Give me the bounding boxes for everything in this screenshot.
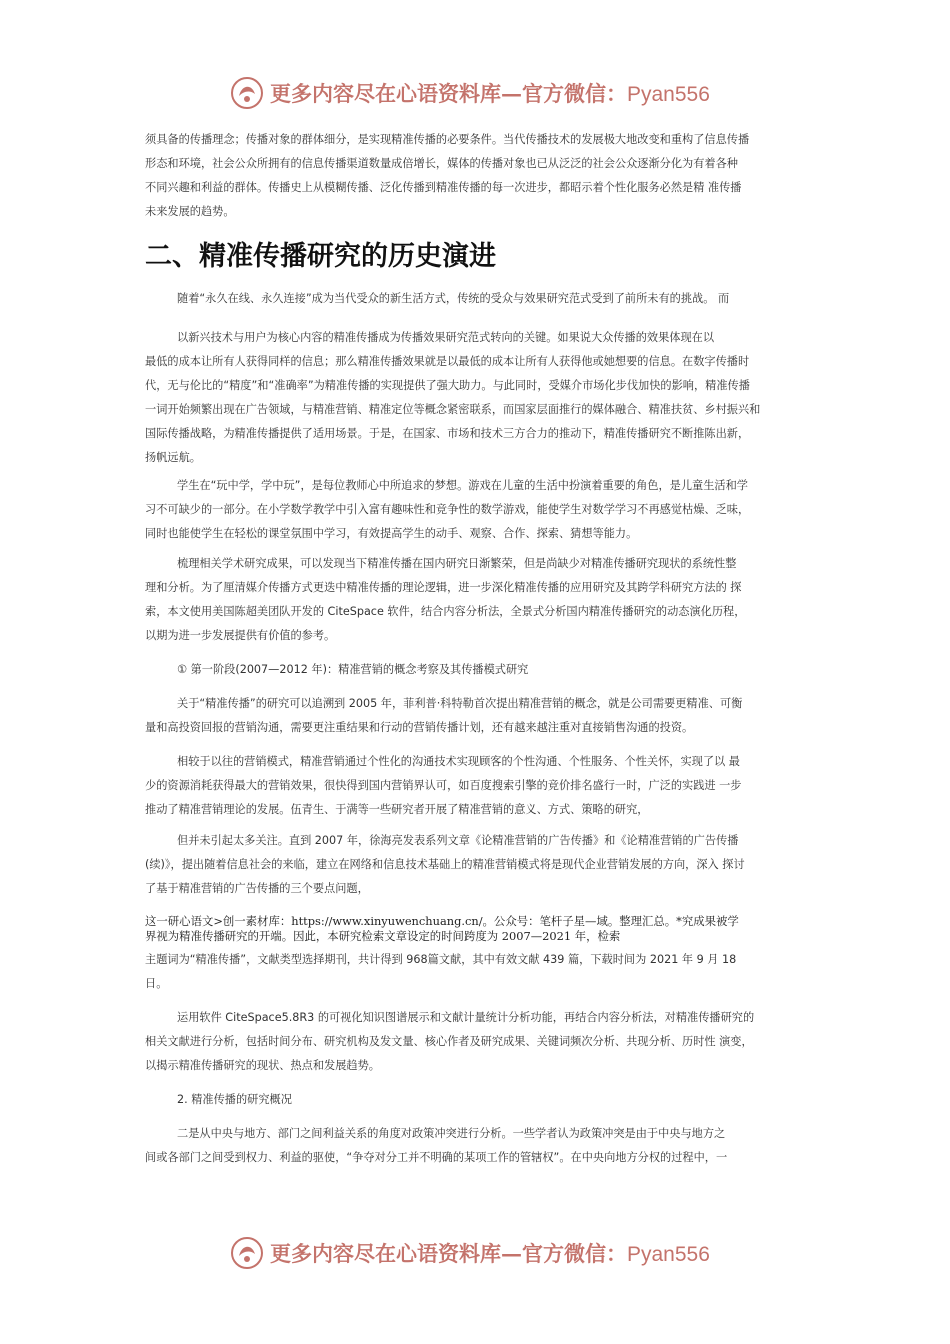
text-line: 学生在“玩中学，学中玩”，是每位教师心中所追求的梦想。游戏在儿童的生活中扮演着重要的角色，是儿童生活和学: [177, 479, 748, 492]
paragraph-8: [145, 948, 815, 996]
text-line: 量和高投资回报的营销沟通，需要更注重结果和行动的营销传播计划，还有越来越注重对直接销售沟通的投资。: [145, 721, 694, 734]
flower-logo-icon: [230, 76, 264, 110]
text-line: 索，本文使用美国陈超美团队开发的 CiteSpace 软件，结合内容分析法，全景式分析国内精准传播研究的动态演化历程，: [145, 605, 746, 618]
stage-1-heading: [145, 658, 815, 682]
text-line: 同时也能使学生在轻松的课堂氛围中学习，有效提高学生的动手、观察、合作、探索、猜想等能力。: [145, 527, 638, 540]
text-line: 2. 精准传播的研究概况: [177, 1093, 292, 1106]
banner-wechat-id: Pyan556: [627, 1243, 710, 1266]
text-line: 相关文献进行分析，包括时间分布、研究机构及发文量、核心作者及研究成果、关键词频次分析、共现分析、历时性 演变，: [145, 1035, 753, 1048]
text-line: 这一研心语文>创一素材库：https://www.xinyuwenchuang.cn/。公众号：笔杆子星—域。整理汇总。*究成果被学: [145, 914, 739, 928]
paragraph-7: [145, 829, 815, 901]
text-line: 未来发展的趋势。: [145, 205, 235, 218]
text-line: 以期为进一步发展提供有价值的参考。: [145, 629, 336, 642]
header-banner: [230, 73, 750, 113]
text-line: 运用软件 CiteSpace5.8R3 的可视化知识图谱展示和文献计量统计分析功能，再结合内容分析法，对精准传播研究的: [177, 1011, 755, 1024]
paragraph-2: [145, 326, 815, 470]
paragraph-10: [145, 1122, 815, 1170]
text-line: 以新兴技术与用户为核心内容的精准传播成为传播效果研究范式转向的关键。如果说大众传播的效果体现在以: [177, 331, 715, 344]
text-line: 理和分析。为了厘清媒介传播方式更迭中精准传播的理论逻辑，进一步深化精准传播的应用研究及其跨学科研究方法的 探: [145, 581, 742, 594]
text-line: 扬帆远航。: [145, 451, 201, 464]
paragraph-intro: [145, 128, 815, 224]
text-line: 日。: [145, 977, 168, 990]
text-line: 须具备的传播理念；传播对象的群体细分，是实现精准传播的必要条件。当代传播技术的发展极大地改变和重构了信息传播: [145, 133, 750, 146]
text-line: 相较于以往的营销模式，精准营销通过个性化的沟通技术实现顾客的个性沟通、个性服务、个性关怀，实现了以 最: [177, 755, 740, 768]
banner-wechat-id: Pyan556: [627, 83, 710, 106]
text-line: (续)》，提出随着信息社会的来临，建立在网络和信息技术基础上的精准营销模式将是现代企业营销发展的方向，深入 探讨: [145, 858, 745, 871]
text-line: 关于“精准传播”的研究可以追溯到 2005 年，菲利普·科特勒首次提出精准营销的概念，就是公司需要更精准、可衡: [177, 697, 743, 710]
paragraph-6: [145, 750, 815, 822]
text-line: 二是从中央与地方、部门之间利益关系的角度对政策冲突进行分析。一些学者认为政策冲突是由于中央与地方之: [177, 1127, 726, 1140]
paragraph-4: [145, 552, 815, 648]
text-line: 最低的成本让所有人获得同样的信息；那么精准传播效果就是以最低的成本让所有人获得他或她想要的信息。在数字传播时: [145, 355, 750, 368]
text-line: 随着“永久在线、永久连接”成为当代受众的新生活方式，传统的受众与效果研究范式受到了前所未有的挑战。 而: [177, 292, 730, 305]
text-line: 形态和环境，社会公众所拥有的信息传播渠道数量成倍增长，媒体的传播对象也已从泛泛的社会公众逐渐分化为有着各种: [145, 157, 738, 170]
text-line: 少的资源消耗获得最大的营销效果，很快得到国内营销界认可，如百度搜索引擎的竞价排名盛行一时，广泛的实践进 一步: [145, 779, 742, 792]
section-2-heading: [145, 1088, 815, 1112]
text-line: 代，无与伦比的“精度”和“准确率”为精准传播的实现提供了强大助力。与此同时，受媒介市场化步伐加快的影响，精准传播: [145, 379, 750, 392]
text-line: 推动了精准营销理论的发展。伍青生、于满等一些研究者开展了精准营销的意义、方式、策略的研究，: [145, 803, 649, 816]
text-line: 国际传播战略，为精准传播提供了适用场景。于是，在国家、市场和技术三方合力的推动下，精准传播研究不断推陈出新，: [145, 427, 750, 440]
text-line: 但并未引起太多关注。直到 2007 年，徐海亮发表系列文章《论精准营销的广告传播》和《论精准营销的广告传播: [177, 834, 739, 847]
paragraph-1: [145, 287, 815, 311]
paragraph-3: [145, 474, 815, 546]
source-watermark-block: [145, 914, 825, 944]
paragraph-9: [145, 1006, 815, 1078]
text-line: 间或各部门之间受到权力、利益的驱使，“争夺对分工并不明确的某项工作的管辖权”。在中央向地方分权的过程中，一: [145, 1151, 728, 1164]
text-line: ① 第一阶段(2007—2012 年)：精准营销的概念考察及其传播模式研究: [177, 663, 529, 676]
paragraph-5: [145, 692, 815, 740]
flower-logo-icon: [230, 1236, 264, 1270]
text-line: 习不可缺少的一部分。在小学数学教学中引入富有趣味性和竞争性的数学游戏，能使学生对数学学习不再感觉枯燥、乏味，: [145, 503, 750, 516]
text-line: 不同兴趣和利益的群体。传播史上从模糊传播、泛化传播到精准传播的每一次进步，都昭示着个性化服务必然是精 准传播: [145, 181, 742, 194]
text-line: 梳理相关学术研究成果，可以发现当下精准传播在国内研究日渐繁荣，但是尚缺少对精准传播研究现状的系统性整: [177, 557, 737, 570]
text-line: 以揭示精准传播研究的现状、热点和发展趋势。: [145, 1059, 380, 1072]
banner-text: 更多内容尽在心语资料库—官方微信：Pyan556: [270, 81, 710, 106]
text-line: 一词开始频繁出现在广告领域，与精准营销、精准定位等概念紧密联系，而国家层面推行的媒体融合、精准扶贫、乡村振兴和: [145, 403, 761, 416]
footer-banner: [230, 1233, 750, 1273]
section-heading: 二、精准传播研究的历史演进: [145, 241, 496, 272]
text-line: 主题词为“精准传播”，文献类型选择期刊，共计得到 968篇文献，其中有效文献 439 篇，下载时间为 2021 年 9 月 18: [145, 953, 737, 966]
banner-text: 更多内容尽在心语资料库—官方微信：Pyan556: [270, 1241, 710, 1266]
text-line: 界视为精准传播研究的开端。因此，本研究检索文章设定的时间跨度为 2007—2021 年，检索: [145, 929, 621, 943]
text-line: 了基于精准营销的广告传播的三个要点问题，: [145, 882, 369, 895]
